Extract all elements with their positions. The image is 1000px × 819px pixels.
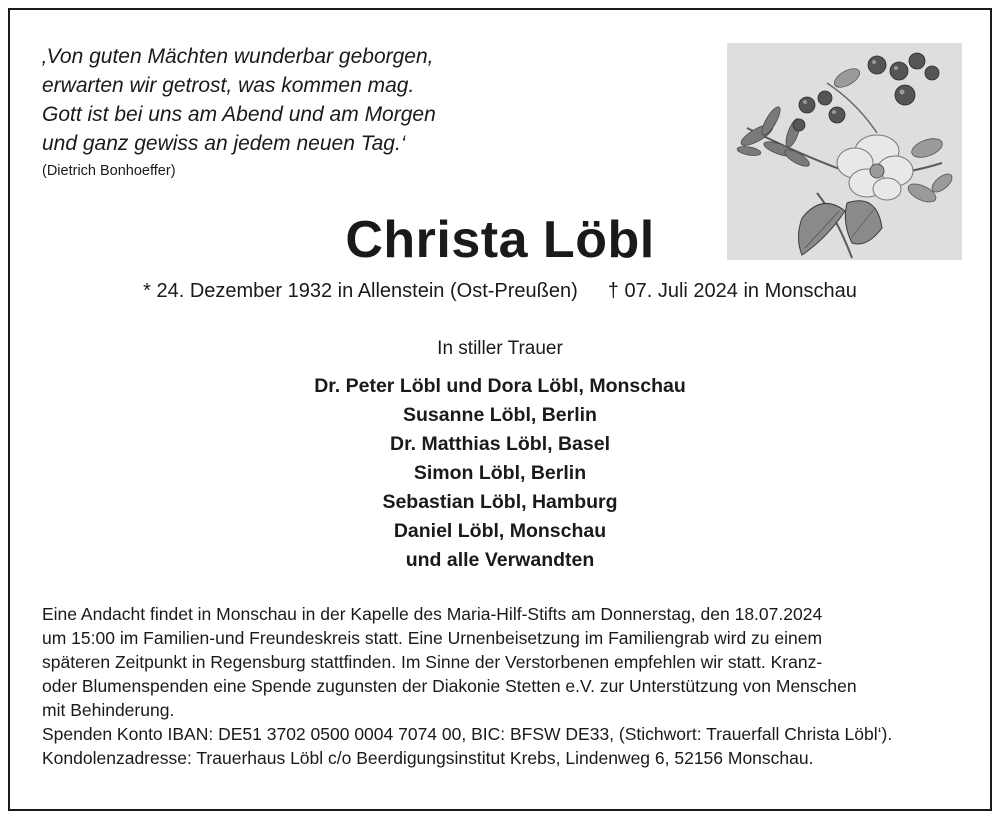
- obituary-frame: [8, 8, 992, 811]
- mourner: Susanne Löbl, Berlin: [403, 404, 597, 426]
- quote-line: erwarten wir getrost, was kommen mag.: [42, 74, 415, 97]
- notice-line: späteren Zeitpunkt in Regensburg stattfinden. Im Sinne der Verstorbenen empfehlen wir statt. Kranz-: [42, 652, 823, 672]
- birth-date: * 24. Dezember 1932 in Allenstein (Ost-Preußen): [143, 280, 578, 302]
- deceased-name: Christa Löbl: [345, 211, 655, 269]
- bonhoeffer-quote: [42, 42, 542, 158]
- mourner: Daniel Löbl, Monschau: [393, 520, 607, 542]
- notice-line: oder Blumenspenden eine Spende zugunsten der Diakonie Stetten e.V. zur Unterstützung von Menschen: [42, 676, 857, 696]
- quote-line: Gott ist bei uns am Abend und am Morgen: [42, 103, 436, 126]
- condolence-address-line: Kondolenzadresse: Trauerhaus Löbl c/o Beerdigungsinstitut Krebs, Lindenweg 6, 52156 Monschau.: [42, 748, 814, 768]
- notice-line: mit Behinderung.: [42, 700, 175, 720]
- quote-line: ‚Von guten Mächten wunderbar geborgen,: [42, 45, 434, 68]
- notice-line: um 15:00 im Familien-und Freundeskreis statt. Eine Urnenbeisetzung im Familiengrab wird zu einem: [42, 628, 823, 648]
- mourning-intro: In stiller Trauer: [437, 338, 563, 359]
- funeral-notice: [42, 602, 972, 770]
- notice-line: Eine Andacht findet in Monschau in der Kapelle des Maria-Hilf-Stifts am Donnerstag, den 18.07.2024: [42, 604, 823, 624]
- mourners-list: [10, 372, 990, 575]
- mourner: Sebastian Löbl, Hamburg: [382, 491, 618, 513]
- mourner: Simon Löbl, Berlin: [413, 462, 587, 484]
- life-dates: [10, 280, 990, 303]
- mourner: Dr. Peter Löbl und Dora Löbl, Monschau: [314, 375, 686, 397]
- mourner: Dr. Matthias Löbl, Basel: [390, 433, 610, 455]
- donation-account-line: Spenden Konto IBAN: DE51 3702 0500 0004 7074 00, BIC: BFSW DE33, (Stichwort: Trauerfall Christa Löbl‘).: [42, 724, 893, 744]
- death-date: † 07. Juli 2024 in Monschau: [607, 280, 857, 302]
- mourner: und alle Verwandten: [405, 549, 595, 571]
- quote-author: (Dietrich Bonhoeffer): [42, 163, 176, 179]
- quote-line: und ganz gewiss an jedem neuen Tag.‘: [42, 132, 406, 155]
